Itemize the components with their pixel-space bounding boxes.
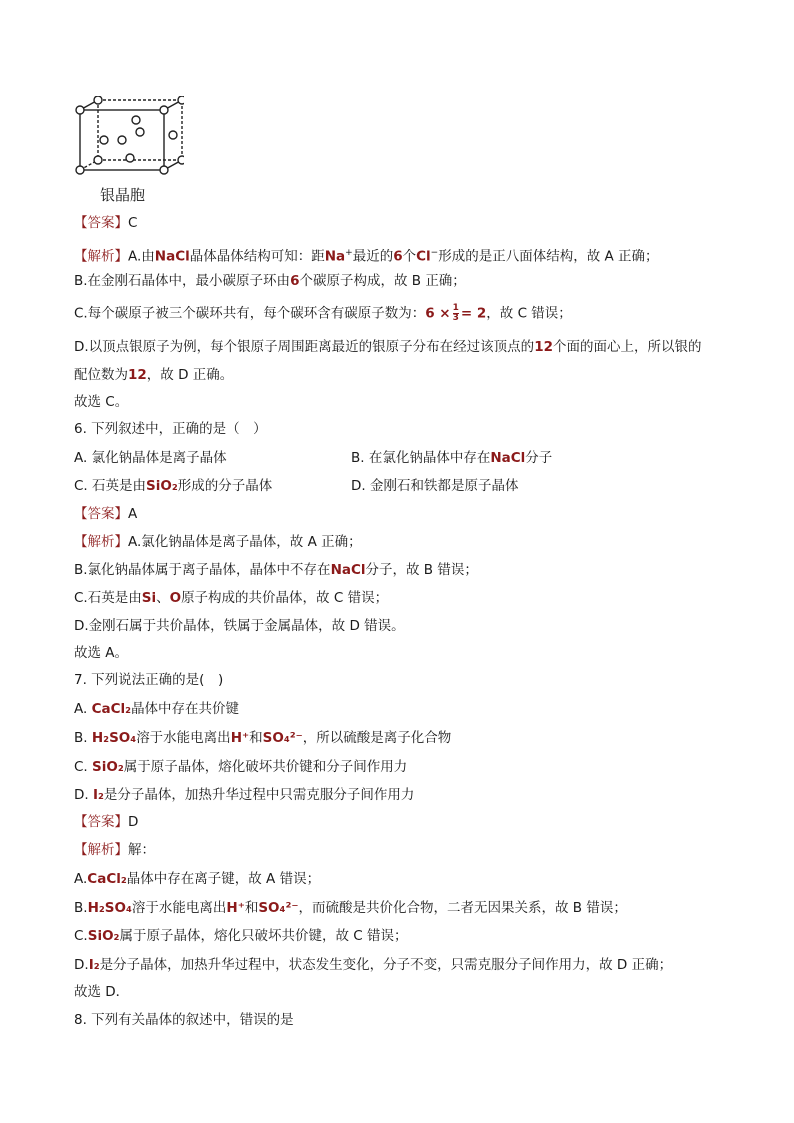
q6-stem: 6. 下列叙述中，正确的是（ ） <box>74 421 267 437</box>
q6-analysis-a: 【解析】A.氯化钠晶体是离子晶体，故 A 正确； <box>74 534 362 550</box>
q5-answer: 【答案】C <box>74 215 138 231</box>
q7-option-a: A. CaCl₂晶体中存在共价键 <box>74 701 240 717</box>
q6-analysis-c: C.石英是由Si、O原子构成的共价晶体，故 C 错误； <box>74 590 389 606</box>
q6-conclusion: 故选 A。 <box>74 645 129 661</box>
q7-option-b: B. H₂SO₄溶于水能电离出H⁺和SO₄²⁻，所以硫酸是离子化合物 <box>74 730 452 746</box>
q7-option-d: D. I₂是分子晶体，加热升华过程中只需克服分子间作用力 <box>74 787 415 803</box>
q6-analysis-b: B.氯化钠晶体属于离子晶体，晶体中不存在NaCl分子，故 B 错误； <box>74 562 478 578</box>
q6-option-b: B. 在氯化钠晶体中存在NaCl分子 <box>351 450 553 466</box>
q7-stem: 7. 下列说法正确的是( ) <box>74 672 224 688</box>
q5-analysis-b: B.在金刚石晶体中，最小碳原子环由6个碳原子构成，故 B 正确； <box>74 273 466 289</box>
q5-analysis-a: 【解析】A.由NaCl晶体晶体结构可知：距Na+最近的6个Cl−形成的是正八面体结构，故 A 正确； <box>74 248 659 265</box>
q6-option-a: A. 氯化钠晶体是离子晶体 <box>74 450 227 466</box>
q6-answer: 【答案】A <box>74 506 138 522</box>
q7-analysis-b: B.H₂SO₄溶于水能电离出H⁺和SO₄²⁻，而硫酸是共价化合物，二者无因果关系，故 B 错误； <box>74 900 627 916</box>
q7-analysis-a: A.CaCl₂晶体中存在离子键，故 A 错误； <box>74 871 321 887</box>
q8-stem: 8. 下列有关晶体的叙述中，错误的是 <box>74 1012 294 1028</box>
figure-caption: 银晶胞 <box>100 186 146 204</box>
silver-unit-cell-figure <box>74 96 184 176</box>
q5-analysis-d1: D.以顶点银原子为例，每个银原子周围距离最近的银原子分布在经过该顶点的12个面的面心上，所以银的 <box>74 339 702 355</box>
q7-conclusion: 故选 D． <box>74 984 130 1000</box>
q7-analysis-c: C.SiO₂属于原子晶体，熔化只破坏共价键，故 C 错误； <box>74 928 408 944</box>
q5-analysis-c: C.每个碳原子被三个碳环共有，每个碳环含有碳原子数为：6 × $\frac{1}{3}$ = 2，故 C 错误； <box>74 303 572 323</box>
q6-option-c: C. 石英是由SiO₂形成的分子晶体 <box>74 478 273 494</box>
q7-answer: 【答案】D <box>74 814 139 830</box>
q7-analysis-d: D.I₂是分子晶体，加热升华过程中，状态发生变化，分子不变，只需克服分子间作用力，故 D 正确； <box>74 957 673 973</box>
q6-option-d: D. 金刚石和铁都是原子晶体 <box>351 478 519 494</box>
q7-option-c: C. SiO₂属于原子晶体，熔化破坏共价键和分子间作用力 <box>74 759 408 775</box>
q7-analysis-intro: 【解析】解： <box>74 842 155 858</box>
q5-conclusion: 故选 C。 <box>74 394 129 410</box>
q6-analysis-d: D.金刚石属于共价晶体，铁属于金属晶体，故 D 错误。 <box>74 618 405 634</box>
q5-analysis-d2: 配位数为12，故 D 正确。 <box>74 367 234 383</box>
